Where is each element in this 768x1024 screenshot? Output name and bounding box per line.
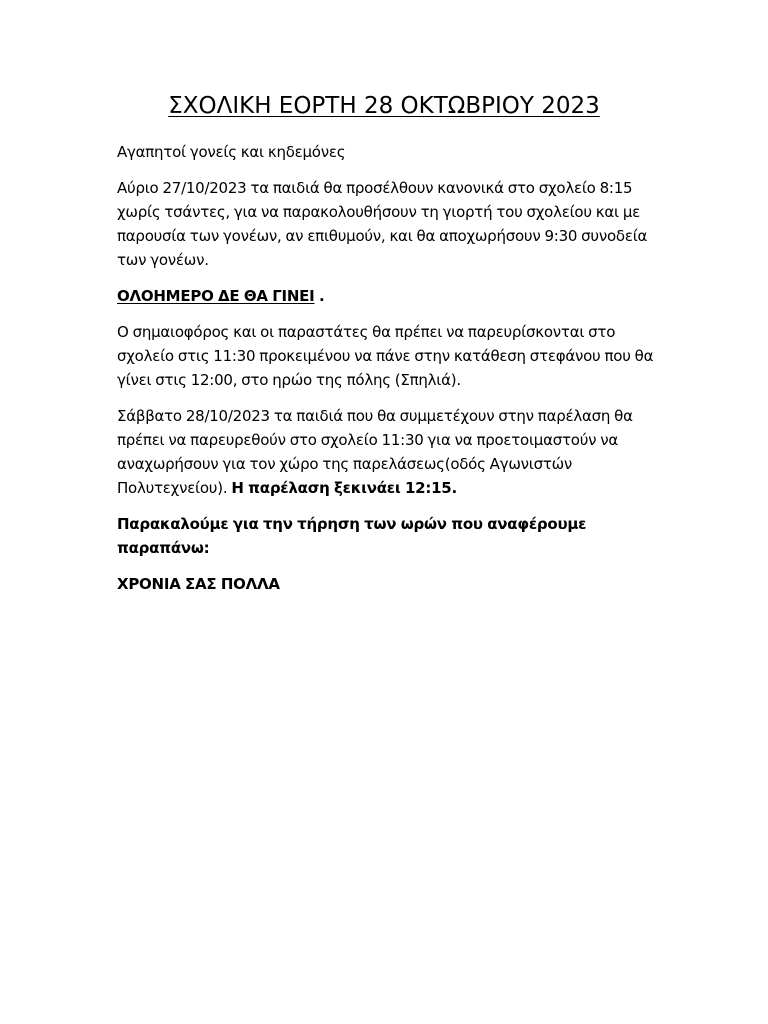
document-body [117, 140, 657, 608]
all-day-notice-underlined: ΟΛΟΗΜΕΡΟ ΔΕ ΘΑ ΓΙΝΕΙ [117, 287, 315, 305]
paragraph-flag-bearer: Ο σημαιοφόρος και οι παραστάτες θα πρέπει να παρευρίσκονται στο σχολείο στις 11:30 προκειμένου να πάνε στην κατάθεση στεφάνου που θα γίνει στις 12:00, στο ηρώο της πόλης (Σπηλιά). [117, 323, 654, 389]
parade-start-time: Η παρέλαση ξεκινάει 12:15. [231, 479, 457, 497]
all-day-notice [117, 284, 657, 308]
punctuality-request: Παρακαλούμε για την τήρηση των ωρών που αναφέρουμε παραπάνω: [117, 515, 587, 557]
greeting-text: Αγαπητοί γονείς και κηδεμόνες [117, 143, 346, 161]
closing-wishes: ΧΡΟΝΙΑ ΣΑΣ ΠΟΛΛΑ [117, 575, 280, 593]
all-day-notice-suffix: . [314, 287, 325, 305]
document-title: ΣΧΟΛΙΚΗ ΕΟΡΤΗ 28 ΟΚΤΩΒΡΙΟΥ 2023 [168, 93, 600, 119]
parade-details-text: Σάββατο 28/10/2023 τα παιδιά που θα συμμετέχουν στην παρέλαση θα πρέπει να παρευρεθούν στο σχολείο 11:30 για να προετοιμαστούν να αναχωρήσουν για τον χώρο της παρελάσεως(οδός Αγωνιστών Πολυτεχνείου). [117, 407, 633, 497]
paragraph-tomorrow-schedule: Αύριο 27/10/2023 τα παιδιά θα προσέλθουν κανονικά στο σχολείο 8:15 χωρίς τσάντες, για να παρακολουθήσουν τη γιορτή του σχολείου και με παρουσία των γονέων, αν επιθυμούν, και θα αποχωρήσουν 9:30 συνοδεία των γονέων. [117, 179, 648, 269]
paragraph-parade [117, 404, 657, 500]
